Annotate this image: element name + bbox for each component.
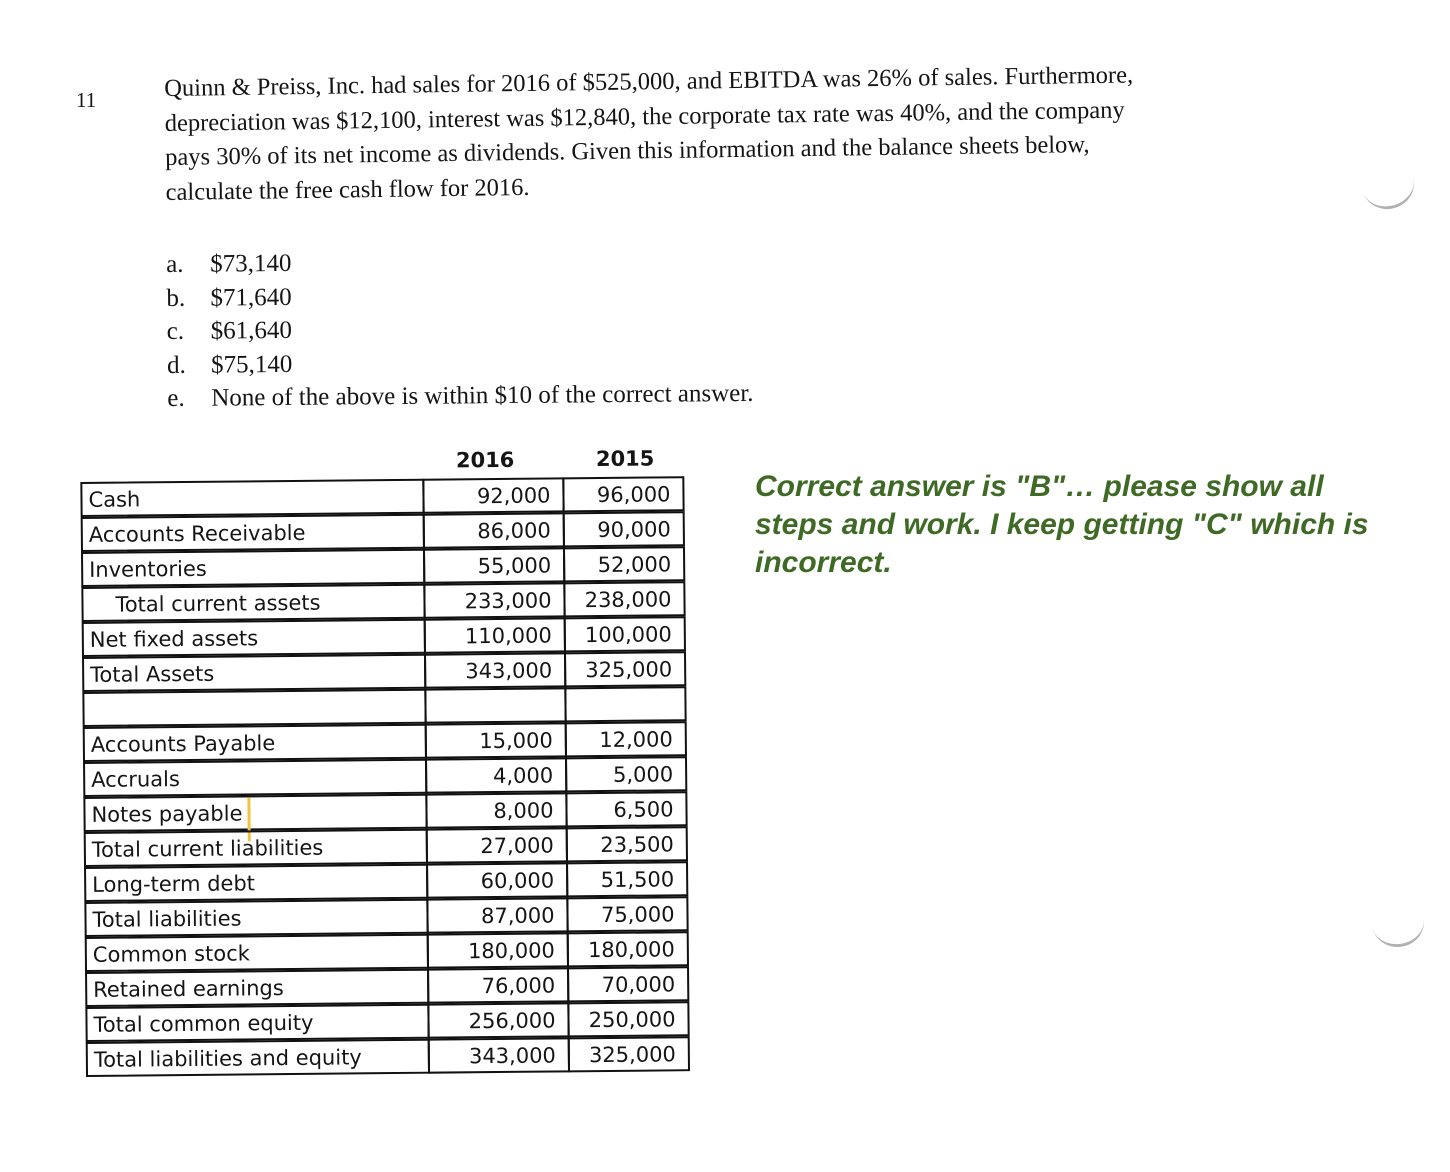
value-2016: 233,000 [423,582,565,618]
year-header-2016: 2016 [455,447,515,473]
row-label: Cash [80,479,424,517]
year-header-row [80,442,692,482]
empty-cell [82,689,426,727]
choice-letter: c. [166,317,185,345]
row-label: Long-term debt [84,864,428,902]
balance-sheet-table [80,442,698,1077]
row-label: Total liabilities and equity [86,1039,430,1077]
table-row [84,896,696,937]
table-row [82,616,694,657]
value-2016: 92,000 [422,477,564,513]
value-2015: 75,000 [566,896,688,932]
choice-text: $75,140 [210,350,293,379]
question-text [164,56,1346,210]
student-note: Correct answer is "B"… please show all steps and work. I keep getting "C" which is incorrect. [755,470,1369,579]
choice-text: None of the above is within $10 of the correct answer. [211,379,754,412]
value-2016: 343,000 [424,652,566,688]
value-2016: 8,000 [425,792,567,828]
row-label: Total current liabilities [84,829,428,867]
value-2016: 15,000 [425,722,567,758]
empty-cell [424,687,566,723]
paper-hole-shadow [1368,894,1428,951]
row-label: Common stock [85,934,429,972]
row-label: Inventories [81,549,425,587]
value-2015: 238,000 [563,581,685,617]
value-2015: 325,000 [568,1036,690,1072]
question-line: calculate the free cash flow for 2016. [165,173,530,206]
value-2015: 96,000 [562,476,684,512]
table-row [83,756,695,797]
choice-c [167,310,753,349]
choice-text: $61,640 [210,316,293,345]
question-number: 11 [76,88,97,112]
table-row [81,581,693,622]
value-2015: 23,500 [566,826,688,862]
value-2016: 76,000 [427,967,569,1003]
row-label: Total common equity [85,1004,429,1042]
table-row [80,476,692,517]
value-2016: 343,000 [428,1037,570,1073]
value-2015: 52,000 [563,546,685,582]
value-2016: 27,000 [426,827,568,863]
choice-e [167,377,753,416]
value-2015: 6,500 [565,791,687,827]
row-label: Total current assets [81,584,425,622]
row-label: Net fixed assets [82,619,426,657]
value-2015: 5,000 [565,756,687,792]
value-2015: 325,000 [564,651,686,687]
choice-text: $73,140 [210,249,292,278]
value-2016: 180,000 [427,932,569,968]
question-line: pays 30% of its net income as dividends. Given this information and the balance sheets below, [165,131,1090,171]
table-row [84,826,696,867]
year-header-2015: 2015 [595,446,655,472]
row-label: Total Assets [82,654,426,692]
choice-d [167,343,753,382]
choice-letter: e. [167,384,185,412]
table-row [84,861,696,902]
table-row [83,791,695,832]
row-label: Retained earnings [85,969,429,1007]
question-line: Quinn & Preiss, Inc. had sales for 2016 of $525,000, and EBITDA was 26% of sales. Furthermore, [164,61,1134,102]
value-2016: 4,000 [425,757,567,793]
row-label: Total liabilities [84,899,428,937]
value-2016: 87,000 [426,897,568,933]
row-label: Accounts Payable [83,724,427,762]
value-2015: 51,500 [566,861,688,897]
choice-b [166,276,752,315]
answer-choices [166,243,754,416]
value-2016: 55,000 [423,547,565,583]
table-row [82,651,694,692]
choice-letter: b. [166,284,186,312]
table-row [86,1036,698,1077]
spacer-row [82,686,694,727]
value-2015: 250,000 [567,1001,689,1037]
value-2016: 256,000 [427,1002,569,1038]
row-label: Accounts Receivable [81,514,425,552]
value-2016: 60,000 [426,862,568,898]
table-row [85,931,697,972]
choice-letter: d. [166,351,186,379]
choice-letter: a. [166,250,184,278]
value-2015: 180,000 [567,931,689,967]
choice-text: $71,640 [210,283,292,312]
paper-hole-shadow [1357,154,1420,215]
row-label: Accruals [83,759,427,797]
value-2015: 90,000 [563,511,685,547]
empty-cell [564,686,686,722]
table-row [83,721,695,762]
table-row [81,546,693,587]
value-2015: 70,000 [567,966,689,1002]
row-label [83,794,427,832]
value-2016: 86,000 [423,512,565,548]
table-row [85,1001,697,1042]
notes-payable-label: Notes payable [91,800,243,827]
value-2015: 100,000 [564,616,686,652]
table-row [85,966,697,1007]
value-2015: 12,000 [565,721,687,757]
question-line: depreciation was $12,100, interest was $12,840, the corporate tax rate was 40%, and the company [164,96,1125,137]
table-row [81,511,693,552]
choice-a [166,243,752,282]
value-2016: 110,000 [424,617,566,653]
